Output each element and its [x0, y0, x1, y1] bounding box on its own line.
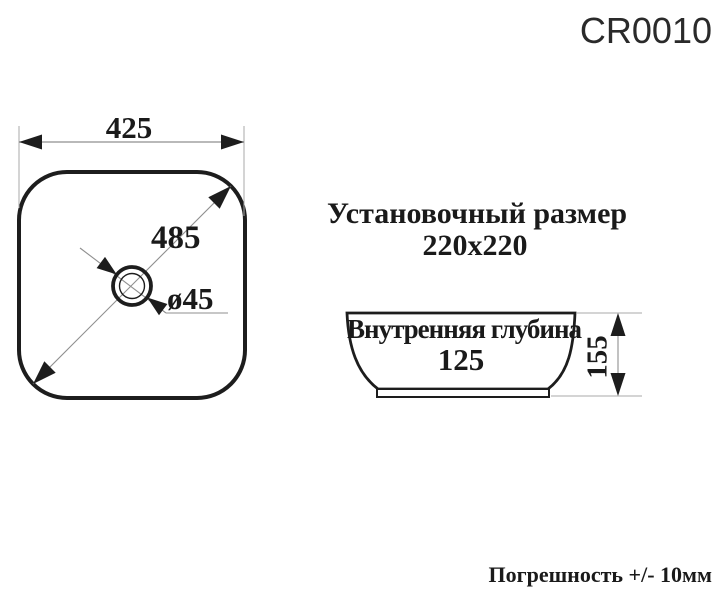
basin-base-outline: [377, 389, 549, 397]
installation-size-block: [327, 197, 628, 263]
inner-depth-block: [347, 314, 582, 378]
arrowhead-155-top: [611, 313, 626, 336]
inner-depth-value: 125: [437, 342, 485, 377]
dimension-label-diagonal: 485: [151, 220, 201, 256]
installation-size-label: Установочный размер: [327, 197, 628, 230]
arrowhead-425-left: [19, 135, 42, 150]
dimension-label-height: 155: [581, 335, 614, 379]
dimension-label-drain-diameter: ø45: [167, 281, 214, 316]
dimension-label-width: 425: [105, 110, 153, 145]
model-number: CR0010: [579, 10, 712, 51]
installation-size-value: 220x220: [422, 229, 528, 263]
tolerance-note: Погрешность +/- 10мм: [488, 562, 712, 587]
inner-depth-label: Внутренняя глубина: [347, 314, 582, 344]
arrowhead-425-right: [221, 135, 244, 150]
